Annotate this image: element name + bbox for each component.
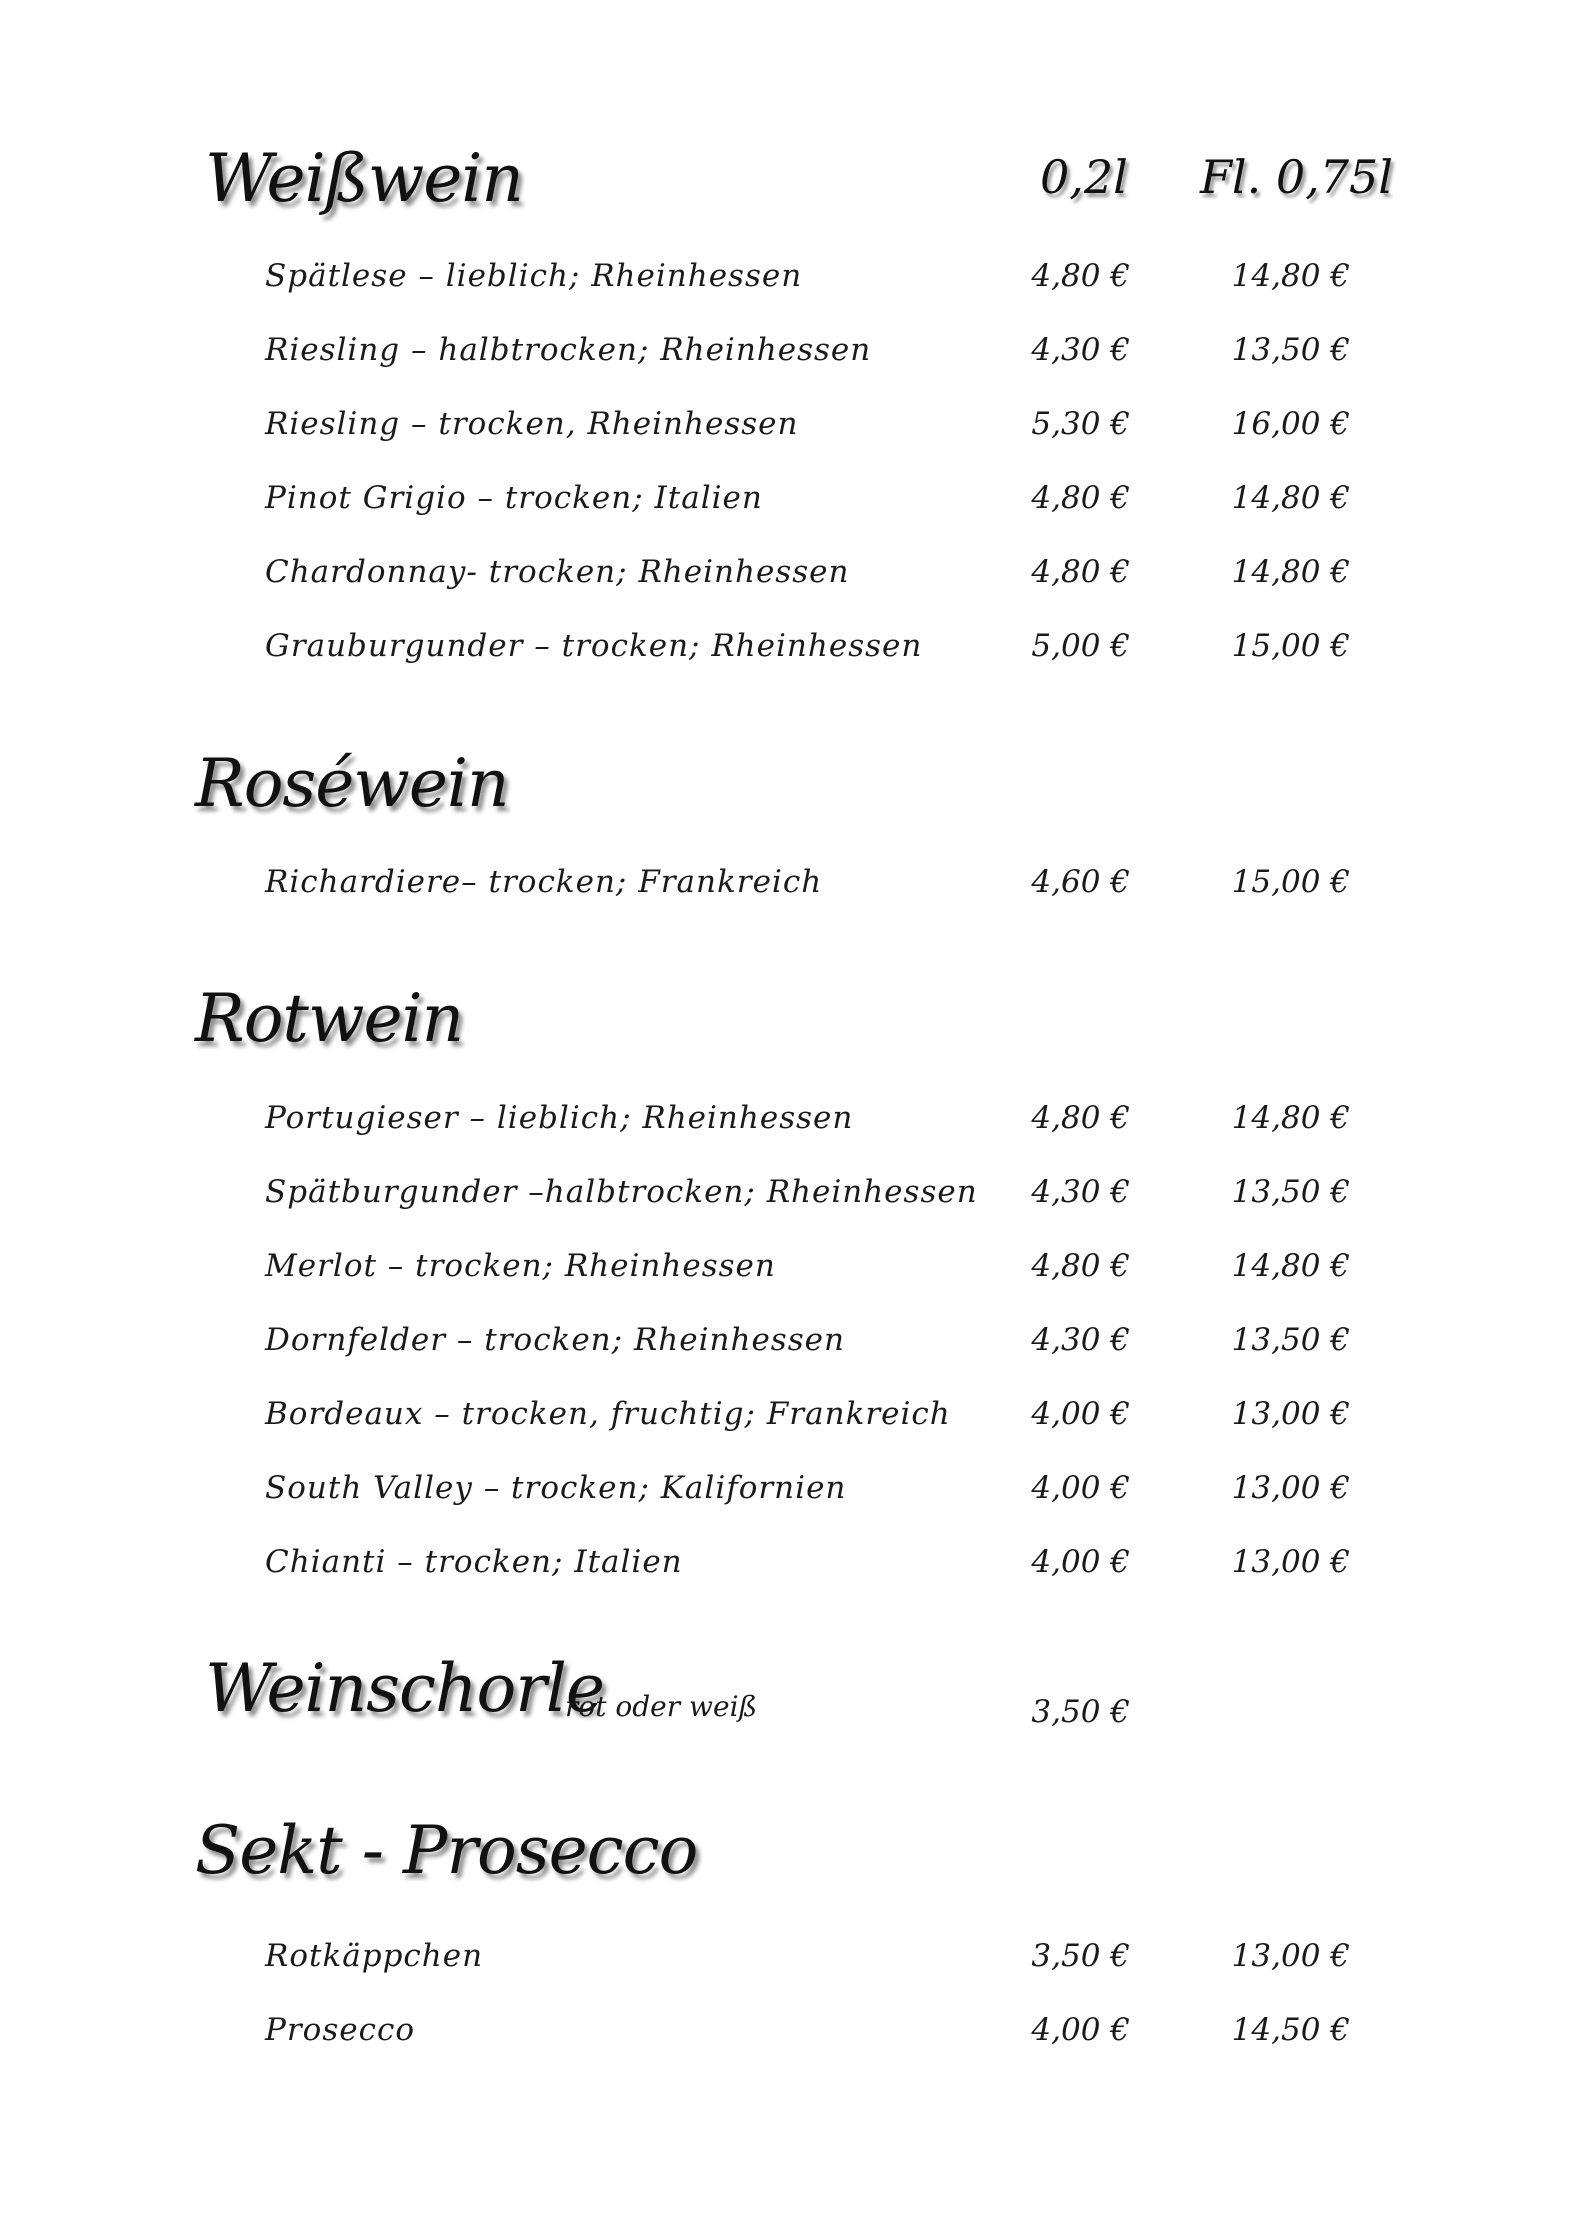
column-header-glass: 0,2l [1040, 150, 1128, 204]
section-title-weinschorle: Weinschorle [205, 1650, 604, 1727]
wine-name: Chardonnay- trocken; Rheinhessen [265, 554, 850, 590]
wine-name: Dornfelder – trocken; Rheinhessen [265, 1322, 845, 1358]
glass-price: 4,80 € [1031, 554, 1130, 590]
section-title-rosewein: Roséwein [195, 745, 509, 822]
glass-price: 4,80 € [1031, 480, 1130, 516]
weinschorle-note: rot oder weiß [565, 1690, 758, 1723]
menu-item [0, 1100, 1571, 1150]
section-title-sekt: Sekt - Prosecco [195, 1812, 698, 1889]
bottle-price: 13,50 € [1231, 1322, 1350, 1358]
menu-item [0, 864, 1571, 914]
menu-item [0, 1248, 1571, 1298]
glass-price: 3,50 € [1031, 1938, 1130, 1974]
column-header-bottle: Fl. 0,75l [1200, 150, 1394, 204]
menu-item [0, 1938, 1571, 1988]
wine-name: Bordeaux – trocken, fruchtig; Frankreich [265, 1396, 951, 1432]
wine-name: Pinot Grigio – trocken; Italien [265, 480, 763, 516]
menu-item [0, 1174, 1571, 1224]
glass-price: 4,30 € [1031, 1174, 1130, 1210]
glass-price: 4,60 € [1031, 864, 1130, 900]
glass-price: 4,00 € [1031, 1470, 1130, 1506]
glass-price: 4,00 € [1031, 1396, 1130, 1432]
wine-name: Merlot – trocken; Rheinhessen [265, 1248, 776, 1284]
bottle-price: 14,80 € [1231, 1100, 1350, 1136]
menu-item [0, 480, 1571, 530]
menu-item [0, 628, 1571, 678]
menu-item [0, 1544, 1571, 1594]
wine-name: Spätburgunder –halbtrocken; Rheinhessen [265, 1174, 978, 1210]
glass-price: 4,80 € [1031, 258, 1130, 294]
bottle-price: 14,80 € [1231, 1248, 1350, 1284]
section-title-rotwein: Rotwein [195, 980, 464, 1057]
wine-name: Chianti – trocken; Italien [265, 1544, 683, 1580]
wine-name: Rotkäppchen [265, 1938, 484, 1974]
menu-item [0, 1322, 1571, 1372]
bottle-price: 13,50 € [1231, 332, 1350, 368]
wine-name: Prosecco [265, 2012, 415, 2048]
glass-price: 4,30 € [1031, 332, 1130, 368]
bottle-price: 15,00 € [1231, 864, 1350, 900]
menu-item [0, 1694, 1571, 1744]
wine-name: South Valley – trocken; Kalifornien [265, 1470, 847, 1506]
bottle-price: 13,00 € [1231, 1396, 1350, 1432]
wine-name: Spätlese – lieblich; Rheinhessen [265, 258, 803, 294]
bottle-price: 13,00 € [1231, 1470, 1350, 1506]
wine-name: Grauburgunder – trocken; Rheinhessen [265, 628, 923, 664]
bottle-price: 13,50 € [1231, 1174, 1350, 1210]
menu-item [0, 1470, 1571, 1520]
glass-price: 4,00 € [1031, 2012, 1130, 2048]
menu-item [0, 332, 1571, 382]
menu-item [0, 406, 1571, 456]
glass-price: 4,80 € [1031, 1248, 1130, 1284]
glass-price: 5,30 € [1031, 406, 1130, 442]
bottle-price: 14,80 € [1231, 258, 1350, 294]
bottle-price: 16,00 € [1231, 406, 1350, 442]
menu-item [0, 2012, 1571, 2062]
wine-name: Riesling – trocken, Rheinhessen [265, 406, 799, 442]
glass-price: 4,30 € [1031, 1322, 1130, 1358]
glass-price: 5,00 € [1031, 628, 1130, 664]
glass-price: 3,50 € [1031, 1694, 1130, 1730]
bottle-price: 13,00 € [1231, 1544, 1350, 1580]
menu-item [0, 258, 1571, 308]
wine-name: Richardiere– trocken; Frankreich [265, 864, 823, 900]
section-title-weisswein: Weißwein [205, 140, 523, 217]
bottle-price: 14,80 € [1231, 480, 1350, 516]
wine-name: Portugieser – lieblich; Rheinhessen [265, 1100, 854, 1136]
menu-item [0, 1396, 1571, 1446]
wine-name: Riesling – halbtrocken; Rheinhessen [265, 332, 872, 368]
bottle-price: 13,00 € [1231, 1938, 1350, 1974]
glass-price: 4,00 € [1031, 1544, 1130, 1580]
menu-item [0, 554, 1571, 604]
bottle-price: 15,00 € [1231, 628, 1350, 664]
bottle-price: 14,80 € [1231, 554, 1350, 590]
glass-price: 4,80 € [1031, 1100, 1130, 1136]
bottle-price: 14,50 € [1231, 2012, 1350, 2048]
